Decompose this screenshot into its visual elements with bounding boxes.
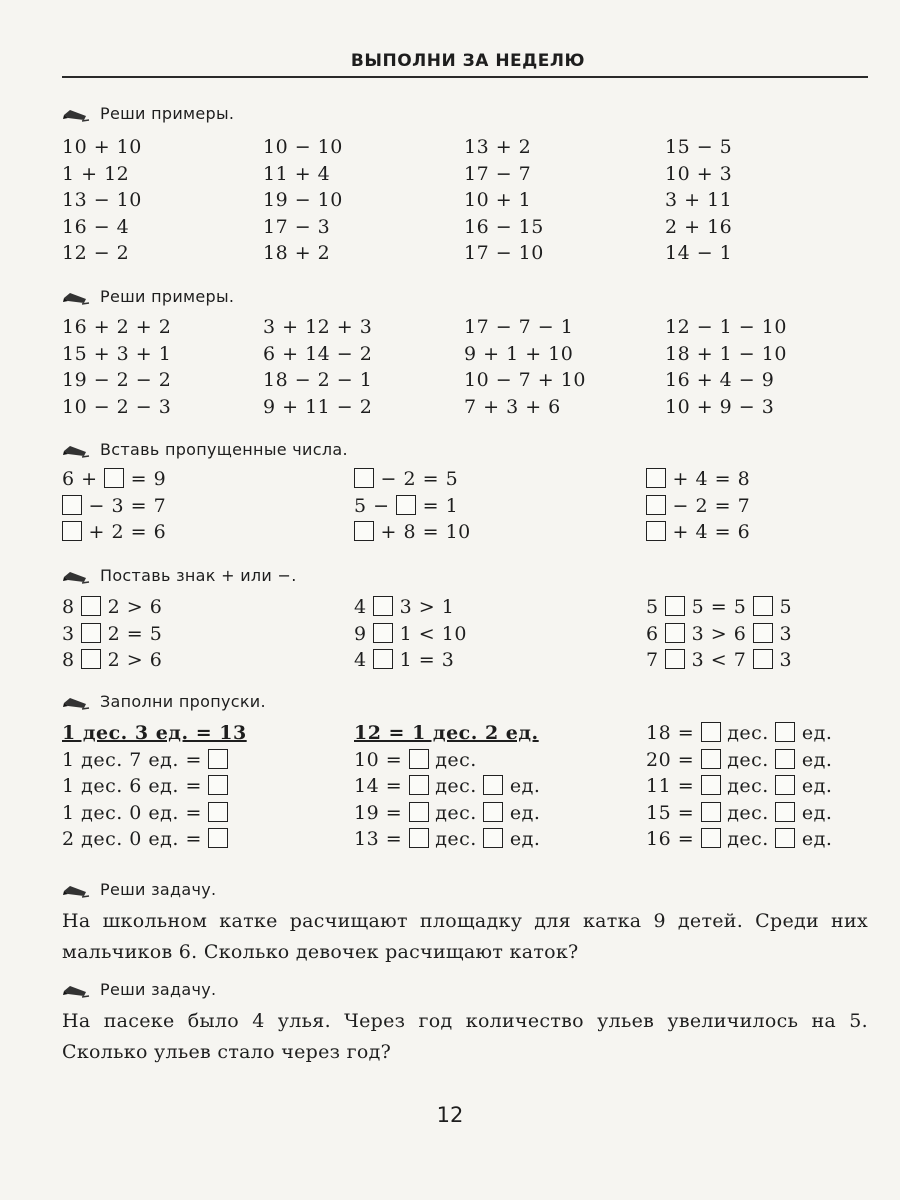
task4-grid	[62, 594, 868, 674]
equation	[62, 493, 354, 520]
place-value-part: ед.	[795, 801, 833, 824]
task1-column	[263, 134, 464, 267]
pencil-icon	[62, 106, 90, 122]
example-text: 15 − 5	[665, 136, 733, 158]
place-value-row	[646, 800, 868, 827]
place-value-part: дес.	[428, 748, 477, 771]
answer-box[interactable]	[62, 521, 82, 541]
equation-part: 3 < 7	[685, 649, 753, 671]
equation-part: 6 +	[62, 468, 105, 490]
task3-title	[62, 440, 348, 459]
page-number: 12	[436, 1103, 464, 1127]
answer-box[interactable]	[753, 649, 773, 669]
example-text: 17 − 7	[464, 162, 532, 185]
equation-part: − 3 = 7	[82, 494, 167, 517]
equation-part: 3	[772, 622, 793, 645]
example	[62, 394, 263, 421]
equation	[354, 594, 646, 621]
equation-part: 1 < 10	[393, 622, 467, 645]
answer-box[interactable]	[665, 623, 685, 643]
answer-box[interactable]	[81, 623, 101, 643]
equation	[646, 594, 868, 621]
task1-column	[665, 134, 866, 267]
answer-box[interactable]	[208, 802, 228, 822]
pencil-icon	[62, 882, 90, 898]
pencil-icon	[62, 289, 90, 305]
equation	[646, 493, 868, 520]
example-text: 12 − 1 − 10	[665, 316, 787, 338]
pencil-icon	[62, 568, 90, 584]
equation	[62, 466, 354, 493]
answer-box[interactable]	[646, 495, 666, 515]
place-value-part: 14 =	[354, 775, 409, 797]
place-value-part: 19 =	[354, 801, 409, 824]
pencil-icon	[62, 982, 90, 998]
answer-box[interactable]	[701, 828, 721, 848]
answer-box[interactable]	[753, 623, 773, 643]
task5-col2	[354, 720, 646, 853]
example	[464, 367, 665, 394]
task5-title-text: Заполни пропуски.	[100, 692, 266, 711]
example-text: 12 − 2	[62, 242, 130, 264]
example-text: 17 − 7 − 1	[464, 316, 574, 338]
equation-part: 3	[62, 622, 82, 645]
answer-box[interactable]	[701, 749, 721, 769]
example-text: 15 + 3 + 1	[62, 342, 172, 365]
task5-example-1: 1 дес. 3 ед. = 13	[62, 722, 247, 744]
example	[263, 341, 464, 368]
equation-part: + 4 = 8	[666, 468, 751, 490]
example-text: 10 + 10	[62, 136, 142, 158]
example-text: 2 + 16	[665, 215, 733, 238]
example	[62, 240, 263, 267]
answer-box[interactable]	[646, 521, 666, 541]
example-text: 9 + 1 + 10	[464, 342, 574, 365]
task4-column	[646, 594, 868, 674]
answer-box[interactable]	[409, 749, 429, 769]
task3-column	[646, 466, 868, 546]
task3-column	[62, 466, 354, 546]
equation-part: = 1	[416, 494, 459, 517]
answer-box[interactable]	[701, 722, 721, 742]
task7-title-text: Реши задачу.	[100, 980, 217, 999]
place-value-part: ед.	[503, 801, 541, 824]
equation-part: + 8 = 10	[374, 521, 471, 543]
equation	[62, 519, 354, 546]
answer-box[interactable]	[775, 802, 795, 822]
example	[263, 161, 464, 188]
equation-part: 1 = 3	[393, 649, 455, 671]
answer-box[interactable]	[483, 775, 503, 795]
example-text: 13 − 10	[62, 189, 142, 211]
equation-part: 8	[62, 596, 82, 618]
equation	[62, 621, 354, 648]
task6-text: На школьном катке расчищают площадку для катка 9 детей. Среди них мальчиков 6. Сколько девочек расчищают каток?	[62, 910, 868, 963]
equation-part: 5 −	[354, 494, 397, 517]
equation-part: 5 = 5	[685, 596, 753, 618]
example-text: 13 + 2	[464, 136, 532, 158]
example-text: 10 + 9 − 3	[665, 395, 775, 418]
place-value-part: дес.	[428, 801, 484, 824]
place-value-part: ед.	[795, 775, 833, 797]
equation	[646, 647, 868, 674]
answer-box[interactable]	[775, 775, 795, 795]
page-header-title: ВЫПОЛНИ ЗА НЕДЕЛЮ	[350, 51, 585, 71]
example	[62, 187, 263, 214]
equation-part: + 4 = 6	[666, 521, 751, 543]
equation-part: = 9	[124, 468, 167, 490]
place-value-row	[354, 826, 646, 853]
answer-box[interactable]	[409, 828, 429, 848]
task5-grid	[62, 720, 868, 853]
answer-box[interactable]	[373, 623, 393, 643]
place-value-part: 13 =	[354, 828, 409, 850]
task2-column	[665, 314, 866, 420]
example	[62, 214, 263, 241]
task2-column	[263, 314, 464, 420]
task3-column	[354, 466, 646, 546]
equation-part: − 2 = 5	[374, 468, 459, 490]
place-value-part: ед.	[795, 828, 833, 850]
place-value-text: 2 дес. 0 ед. =	[62, 828, 209, 850]
example	[263, 214, 464, 241]
example	[62, 134, 263, 161]
place-value-row	[354, 747, 646, 774]
answer-box[interactable]	[775, 722, 795, 742]
example	[665, 134, 866, 161]
answer-box[interactable]	[81, 596, 101, 616]
place-value-part: дес.	[720, 801, 776, 824]
task1-title	[62, 104, 234, 123]
answer-box[interactable]	[208, 749, 228, 769]
page-header	[62, 48, 868, 78]
place-value-row	[354, 773, 646, 800]
pencil-icon	[62, 694, 90, 710]
place-value-text: 1 дес. 7 ед. =	[62, 748, 209, 771]
task2-title-text: Реши примеры.	[100, 287, 235, 306]
place-value-part: дес.	[428, 828, 484, 850]
place-value-part: 15 =	[646, 801, 701, 824]
answer-box[interactable]	[646, 468, 666, 488]
answer-box[interactable]	[775, 828, 795, 848]
place-value-row	[62, 747, 354, 774]
example	[464, 214, 665, 241]
place-value-text: 1 дес. 6 ед. =	[62, 775, 209, 797]
task3-title-text: Вставь пропущенные числа.	[100, 440, 348, 459]
task4-title-text: Поставь знак + или −.	[100, 566, 297, 585]
example-text: 10 − 2 − 3	[62, 395, 172, 418]
answer-box[interactable]	[753, 596, 773, 616]
example-text: 16 + 2 + 2	[62, 316, 172, 338]
task1-title-text: Реши примеры.	[100, 104, 235, 123]
example-text: 17 − 3	[263, 215, 331, 238]
task1-grid	[62, 134, 868, 267]
place-value-row	[646, 826, 868, 853]
example-text: 18 + 1 − 10	[665, 342, 787, 365]
place-value-part: ед.	[795, 722, 833, 744]
task2-grid	[62, 314, 868, 420]
place-value-part: 11 =	[646, 775, 701, 797]
place-value-part: 16 =	[646, 828, 701, 850]
place-value-part: 10 =	[354, 748, 409, 771]
answer-box[interactable]	[701, 802, 721, 822]
example-text: 10 − 10	[263, 136, 343, 158]
example	[464, 341, 665, 368]
answer-box[interactable]	[373, 649, 393, 669]
answer-box[interactable]	[409, 775, 429, 795]
example-text: 19 − 10	[263, 189, 343, 211]
example	[665, 240, 866, 267]
place-value-row	[62, 800, 354, 827]
answer-box[interactable]	[409, 802, 429, 822]
equation	[62, 594, 354, 621]
example	[62, 314, 263, 341]
answer-box[interactable]	[665, 596, 685, 616]
task2-column	[464, 314, 665, 420]
place-value-part: ед.	[503, 828, 541, 850]
task3-grid	[62, 466, 868, 546]
example	[464, 134, 665, 161]
equation-part: 3 > 1	[393, 596, 455, 618]
equation-part: 9	[354, 622, 374, 645]
equation-part: 3 > 6	[685, 622, 753, 645]
equation-part: 3	[772, 649, 793, 671]
answer-box[interactable]	[354, 468, 374, 488]
equation	[354, 466, 646, 493]
example-text: 10 − 7 + 10	[464, 369, 586, 391]
example	[62, 341, 263, 368]
equation-part: 5	[772, 596, 793, 618]
example	[263, 367, 464, 394]
example	[464, 187, 665, 214]
equation	[354, 621, 646, 648]
example-text: 10 + 3	[665, 162, 733, 185]
equation-part: 7	[646, 649, 666, 671]
example-text: 18 − 2 − 1	[263, 369, 373, 391]
example	[464, 240, 665, 267]
place-value-row	[646, 747, 868, 774]
equation-part: + 2 = 6	[82, 521, 167, 543]
answer-box[interactable]	[701, 775, 721, 795]
place-value-part: дес.	[720, 775, 776, 797]
answer-box[interactable]	[373, 596, 393, 616]
task6-title	[62, 880, 216, 899]
example	[62, 161, 263, 188]
example-text: 16 + 4 − 9	[665, 369, 775, 391]
answer-box[interactable]	[354, 521, 374, 541]
place-value-part: дес.	[720, 828, 776, 850]
equation-part: 4	[354, 649, 374, 671]
place-value-part: дес.	[428, 775, 484, 797]
answer-box[interactable]	[665, 649, 685, 669]
answer-box[interactable]	[396, 495, 416, 515]
place-value-part: ед.	[503, 775, 541, 797]
example	[62, 367, 263, 394]
equation-part: 6	[646, 622, 666, 645]
equation	[354, 647, 646, 674]
place-value-row	[62, 826, 354, 853]
answer-box[interactable]	[104, 468, 124, 488]
example	[263, 240, 464, 267]
answer-box[interactable]	[775, 749, 795, 769]
example	[665, 394, 866, 421]
place-value-part: дес.	[720, 748, 776, 771]
example-text: 7 + 3 + 6	[464, 395, 561, 418]
example	[665, 367, 866, 394]
task4-column	[354, 594, 646, 674]
example	[464, 161, 665, 188]
answer-box[interactable]	[62, 495, 82, 515]
place-value-row	[646, 720, 868, 747]
example	[464, 314, 665, 341]
task2-column	[62, 314, 263, 420]
example	[263, 314, 464, 341]
task4-title	[62, 566, 297, 585]
task5-example-2: 12 = 1 дес. 2 ед.	[354, 722, 539, 744]
place-value-part: 20 =	[646, 748, 701, 771]
example	[464, 394, 665, 421]
answer-box[interactable]	[81, 649, 101, 669]
answer-box[interactable]	[208, 828, 228, 848]
example	[665, 187, 866, 214]
answer-box[interactable]	[208, 775, 228, 795]
task6-title-text: Реши задачу.	[100, 880, 217, 899]
task1-column	[62, 134, 263, 267]
task2-title	[62, 287, 234, 306]
example	[665, 314, 866, 341]
example-text: 16 − 15	[464, 215, 544, 238]
task1-column	[464, 134, 665, 267]
example-text: 10 + 1	[464, 189, 532, 211]
task4-column	[62, 594, 354, 674]
example-text: 1 + 12	[62, 162, 130, 185]
task5-title	[62, 692, 266, 711]
example-text: 17 − 10	[464, 242, 544, 264]
equation-part: 5	[646, 596, 666, 618]
equation-part: − 2 = 7	[666, 494, 751, 517]
example-text: 3 + 11	[665, 189, 733, 211]
example	[263, 187, 464, 214]
place-value-row	[354, 800, 646, 827]
equation-part: 2 > 6	[101, 596, 163, 618]
place-value-part: 18 =	[646, 722, 701, 744]
equation	[646, 519, 868, 546]
equation-part: 2 > 6	[101, 649, 163, 671]
equation	[354, 519, 646, 546]
example-text: 9 + 11 − 2	[263, 395, 373, 418]
equation	[646, 466, 868, 493]
task5-col3	[646, 720, 868, 853]
pencil-icon	[62, 442, 90, 458]
task7-title	[62, 980, 216, 999]
example-text: 14 − 1	[665, 242, 733, 264]
task7-text: На пасеке было 4 улья. Через год количество ульев увеличилось на 5. Сколько ульев стало через год?	[62, 1010, 868, 1063]
place-value-row	[62, 773, 354, 800]
place-value-part: ед.	[795, 748, 833, 771]
example-text: 18 + 2	[263, 242, 331, 264]
answer-box[interactable]	[483, 802, 503, 822]
example	[263, 394, 464, 421]
example	[665, 161, 866, 188]
example-text: 11 + 4	[263, 162, 331, 185]
place-value-text: 1 дес. 0 ед. =	[62, 801, 209, 824]
place-value-part: дес.	[720, 722, 776, 744]
task5-col1	[62, 720, 354, 853]
example	[263, 134, 464, 161]
example	[665, 341, 866, 368]
equation-part: 4	[354, 596, 374, 618]
equation	[354, 493, 646, 520]
equation	[646, 621, 868, 648]
equation-part: 2 = 5	[101, 622, 163, 645]
place-value-row	[646, 773, 868, 800]
example-text: 6 + 14 − 2	[263, 342, 373, 365]
example-text: 16 − 4	[62, 215, 130, 238]
example	[665, 214, 866, 241]
example-text: 3 + 12 + 3	[263, 316, 373, 338]
example-text: 19 − 2 − 2	[62, 369, 172, 391]
answer-box[interactable]	[483, 828, 503, 848]
equation	[62, 647, 354, 674]
equation-part: 8	[62, 649, 82, 671]
